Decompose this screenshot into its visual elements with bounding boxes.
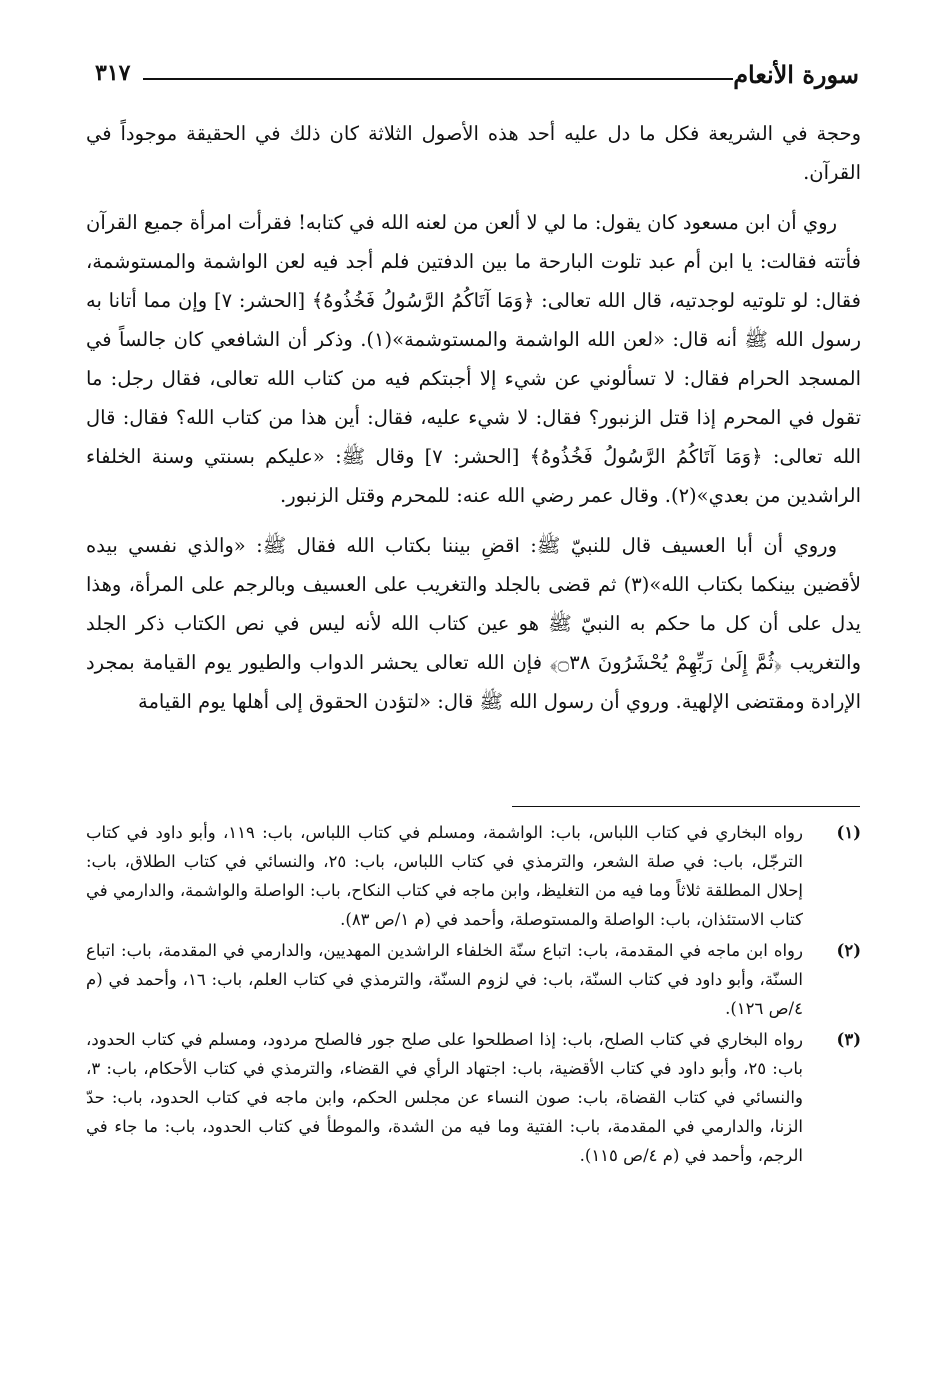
footnote-text: رواه البخاري في كتاب الصلح، باب: إذا اصطلحوا على صلح جور فالصلح مردود، ومسلم في كتاب الحدود، باب: ٢٥، وأبو داود في كتاب الأقضية، باب: اجتهاد الرأي في القضاء، والترمذي في كتاب الأحكام، باب: ٣، والنسائي في كتاب القضاة، باب: صون النساء عن مجلس الحكم، وابن ماجه في كتاب الحدود، باب: حدّ الزنا، والدارمي في المقدمة، باب: الفتية وما فيه من الشدة، والموطأ في كتاب الحدود، باب: ما جاء في الرجم، وأحمد في (م ٤/ص ١١٥).: [86, 1030, 804, 1165]
footnote-separator: [512, 806, 860, 807]
footnote: [86, 936, 861, 1023]
footnote: [86, 818, 861, 934]
header-rule: [143, 78, 733, 80]
footnote: [86, 1025, 861, 1170]
paragraph: روي أن ابن مسعود كان يقول: ما لي لا ألعن من لعنه الله في كتابه! فقرأت امرأة جميع القرآن فأتته فقالت: يا ابن أم عبد تلوت البارحة ما بين الدفتين فلم أجد فيه لعن الواشمة والمستوشمة، فقال: لو تلوتيه لوجدتيه، قال الله تعالى: ﴿وَمَا آتَاكُمُ الرَّسُولُ فَخُذُوهُ﴾ [الحشر: ٧] وإن مما أتانا به رسول الله ﷺ أنه قال: «لعن الله الواشمة والمستوشمة»(١). وذكر أن الشافعي كان جالساً في المسجد الحرام فقال: لا تسألوني عن شيء إلا أجبتكم فيه من كتاب الله تعالى، فقال رجل: ما تقول في المحرم إذا قتل الزنبور؟ فقال: لا شيء عليه، فقال: أين هذا من كتاب الله؟ فقال: قال الله تعالى: ﴿وَمَا آتَاكُمُ الرَّسُولُ فَخُذُوهُ﴾ [الحشر: ٧] وقال ﷺ: «عليكم بسنتي وسنة الخلفاء الراشدين من بعدي»(٢). وقال عمر رضي الله عنه: للمحرم وقتل الزنبور.: [86, 211, 862, 507]
footnotes: [86, 818, 861, 1172]
paragraph: وحجة في الشريعة فكل ما دل عليه أحد هذه الأصول الثلاثة كان ذلك في الحقيقة موجوداً في القرآن.: [86, 122, 861, 184]
footnote-number: (١): [836, 823, 861, 842]
surah-title: سورة الأنعام: [733, 60, 859, 89]
footnote-text: رواه البخاري في كتاب اللباس، باب: الواشمة، ومسلم في كتاب اللباس، باب: ١١٩، وأبو داود في كتاب الترجّل، باب: في صلة الشعر، والترمذي في كتاب اللباس، باب: ٢٥، والنسائي في كتاب الطلاق، باب: إحلال المطلقة ثلاثاً وما فيه من التغليظ، وابن ماجه في كتاب النكاح، باب: الواصلة والواشمة، والدارمي في كتاب الاستئذان، باب: الواصلة والمستوصلة، وأحمد في (م ١/ص ٨٣).: [86, 823, 803, 929]
footnote-text: رواه ابن ماجه في المقدمة، باب: اتباع سنّة الخلفاء الراشدين المهديين، والدارمي في المقدمة، باب: اتباع السنّة، وأبو داود في كتاب السنّة، باب: في لزوم السنّة، والترمذي في كتاب العلم، باب: ١٦، وأحمد في (م ٤/ص ١٢٦).: [86, 941, 803, 1018]
main-text: [86, 114, 861, 721]
page-header: [95, 58, 859, 98]
paragraph: وروي أن أبا العسيف قال للنبيّ ﷺ: اقضِ بيننا بكتاب الله فقال ﷺ: «والذي نفسي بيده لأقضين بينكما بكتاب الله»(٣) ثم قضى بالجلد والتغريب على العسيف وبالرجم على المرأة، وهذا يدل على أن كل ما حكم به النبيّ ﷺ هو عين كتاب الله لأنه ليس في نص الكتاب ذكر الجلد والتغريب ﴿ثُمَّ إِلَىٰ رَبِّهِمْ يُحْشَرُونَ ۝٣٨﴾ فإن الله تعالى يحشر الدواب والطيور يوم القيامة بمجرد الإرادة ومقتضى الإلهية. وروي أن رسول الله ﷺ قال: «لتؤدن الحقوق إلى أهلها يوم القيامة: [86, 534, 861, 713]
footnote-number: (٢): [836, 941, 861, 960]
page-number: ٣١٧: [95, 60, 131, 86]
footnote-number: (٣): [836, 1030, 861, 1049]
